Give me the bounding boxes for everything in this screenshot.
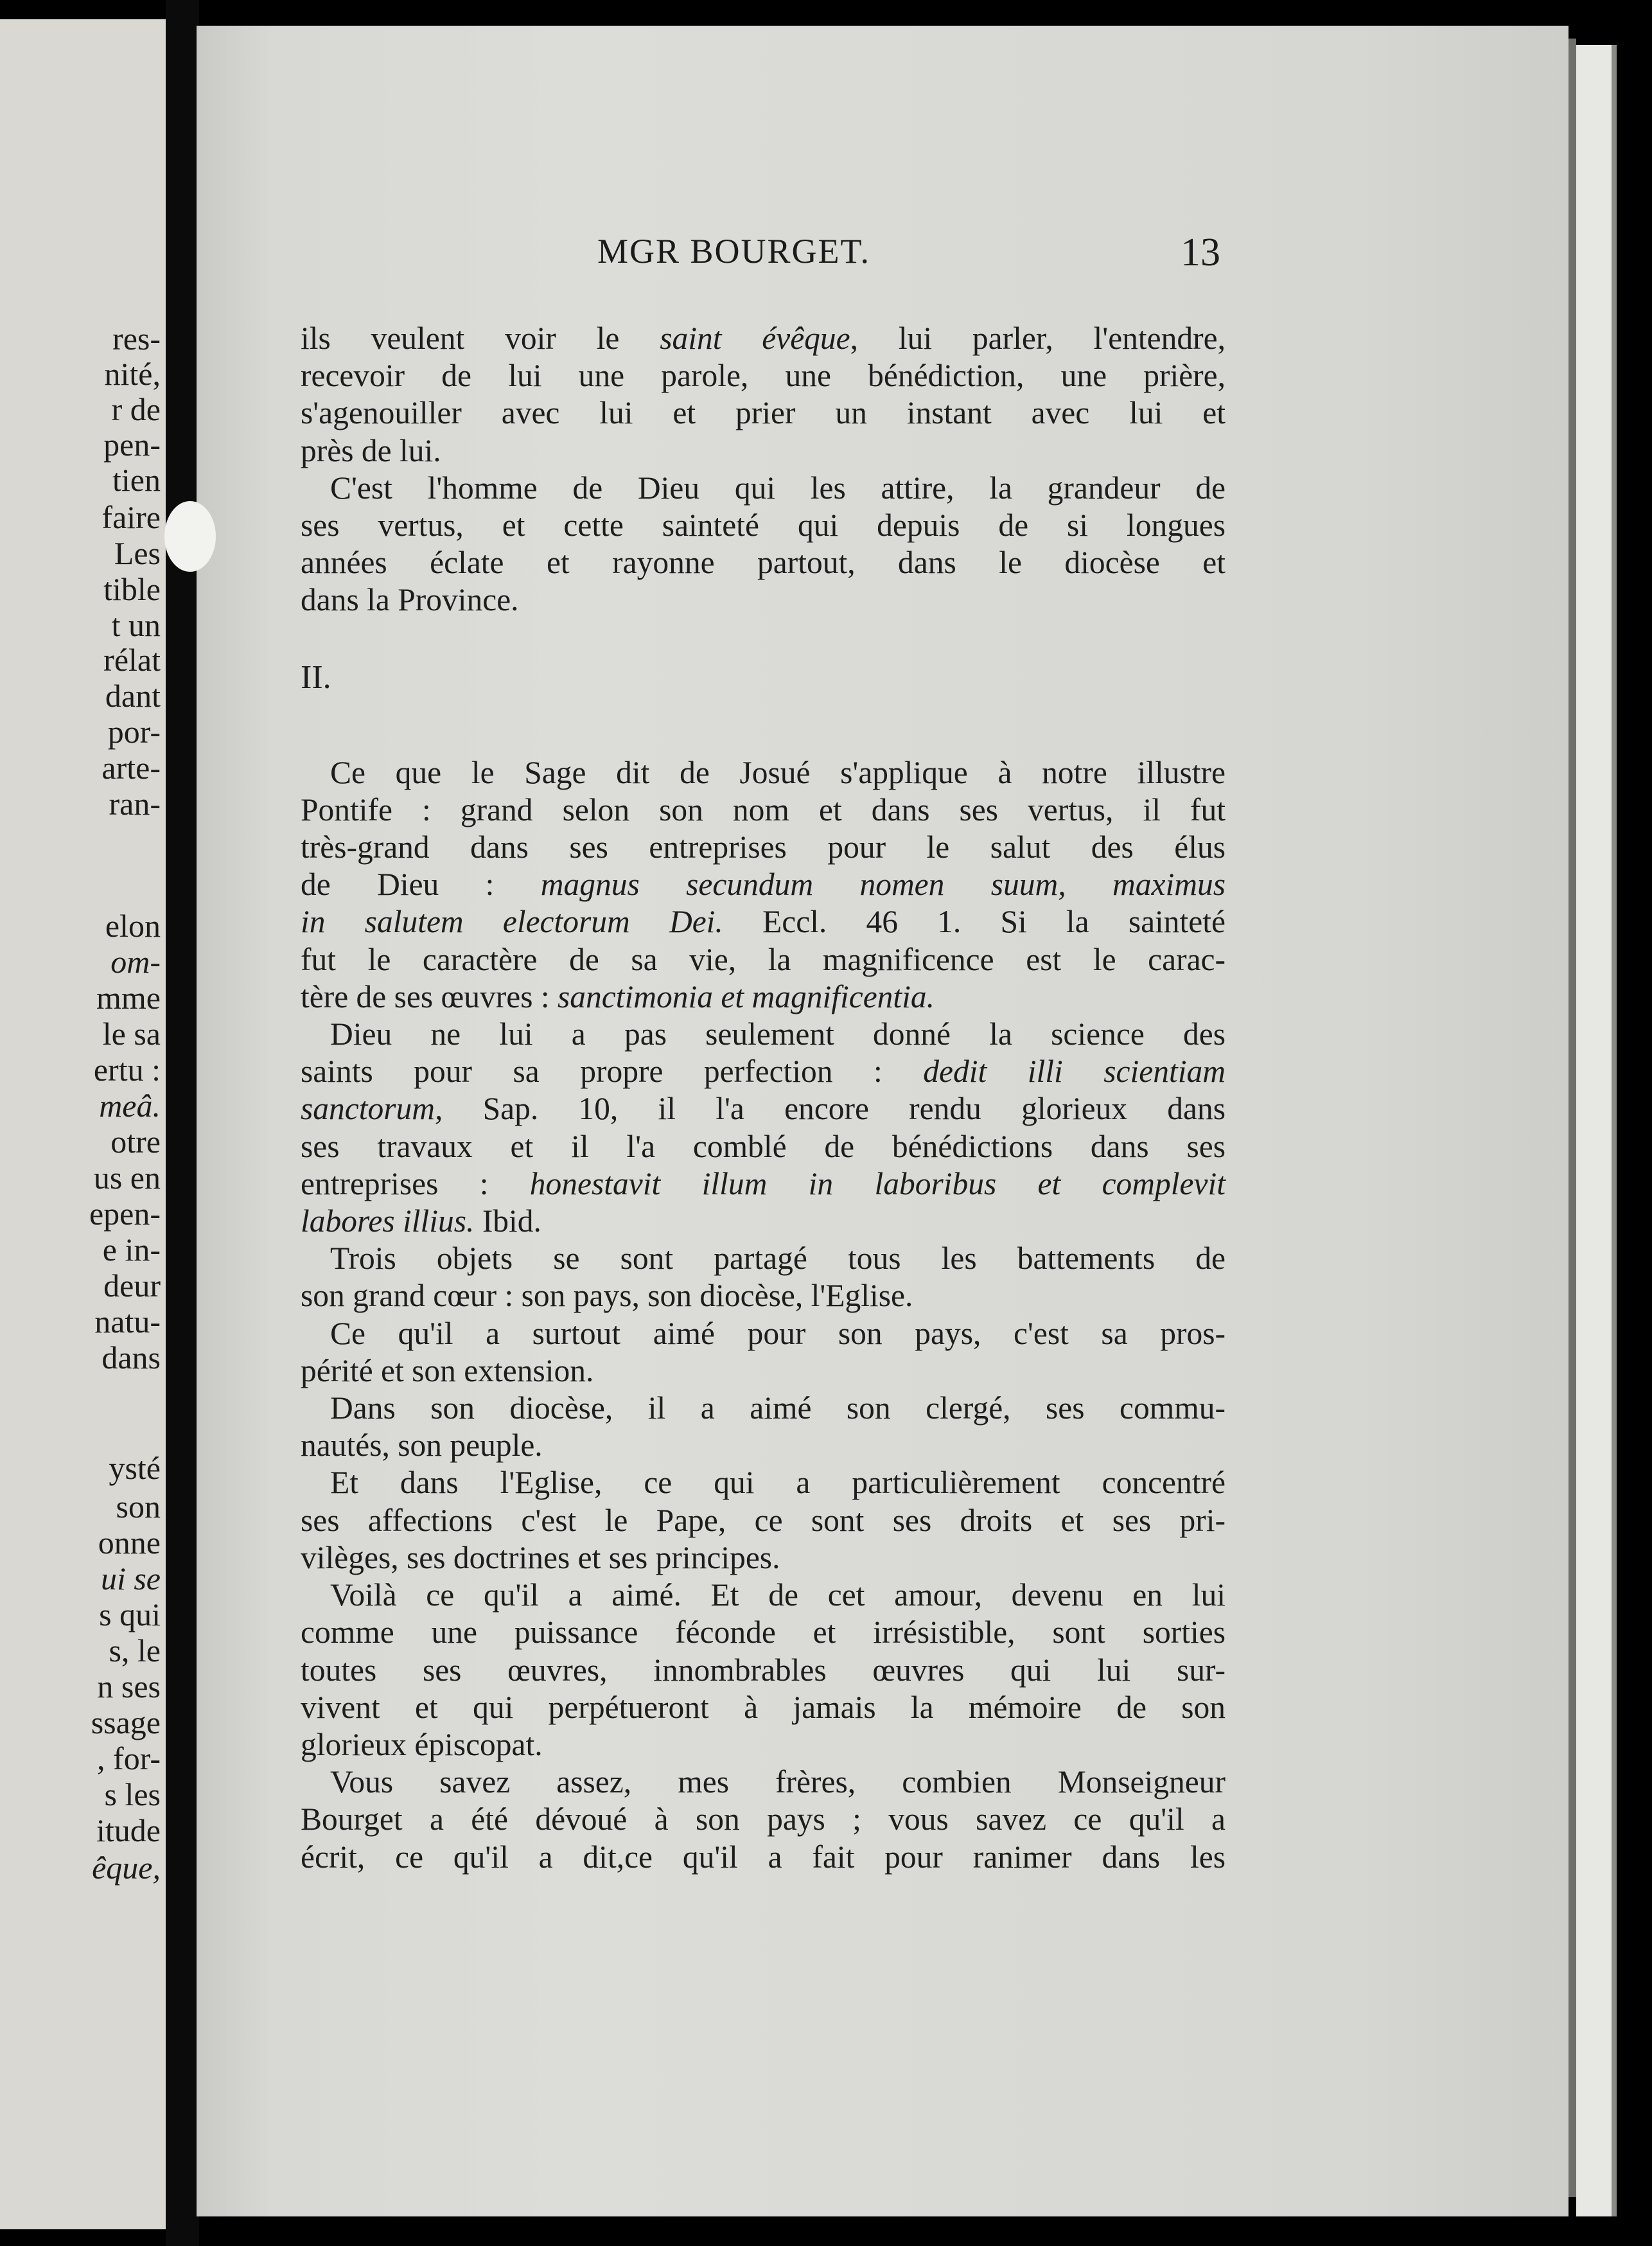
- facing-page-line: s, le: [109, 1632, 161, 1668]
- facing-page-line: om-: [110, 944, 161, 980]
- facing-page-line: otre: [110, 1124, 161, 1160]
- facing-page-line: , for-: [97, 1740, 161, 1776]
- facing-page-line: s les: [104, 1776, 161, 1812]
- facing-page-line: tien: [112, 462, 161, 498]
- facing-page-line: êque,: [92, 1850, 161, 1886]
- facing-page-line: rélat: [103, 642, 161, 678]
- facing-page-line: natu-: [94, 1304, 161, 1340]
- facing-page-line: t un: [111, 607, 161, 643]
- facing-page-line: res-: [112, 321, 161, 357]
- section-heading: II.: [301, 659, 331, 696]
- paragraph: Dans son diocèse, il a aimé son clergé, ses commu- nautés, son peuple.: [301, 1390, 1226, 1463]
- facing-page-line: s qui: [99, 1596, 161, 1632]
- facing-page-line: por-: [107, 714, 161, 750]
- page-edge-stack: [1576, 45, 1612, 2216]
- paragraph: Vous savez assez, mes frères, combien Monseigneur Bourget a été dévoué à son pays ; vous savez ce qu'il a écrit, ce qu'il a dit,ce qu'il a fait pour ranimer dans les: [301, 1764, 1226, 1875]
- facing-page-line: elon: [105, 908, 161, 944]
- facing-page-line: pen-: [103, 427, 161, 463]
- facing-page-line: deur: [103, 1268, 161, 1304]
- paragraph: ils veulent voir le saint évêque, lui parler, l'entendre, recevoir de lui une parole, une bénédiction, une prière, s'agenouiller avec lui et prier un instant avec lui et près de lui.: [301, 321, 1226, 468]
- facing-page-line: meâ.: [99, 1088, 161, 1124]
- page-edge-shadow: [1569, 39, 1576, 2197]
- facing-page-line: nité,: [104, 356, 161, 392]
- page-edge-line: [1612, 45, 1617, 2216]
- facing-page-line: e in-: [102, 1232, 161, 1268]
- facing-page-line: ran-: [109, 786, 161, 822]
- paragraph: Et dans l'Eglise, ce qui a particulièrement concentré ses affections c'est le Pape, ce sont ses droits et ses pri- vilèges, ses doctrines et ses principes.: [301, 1465, 1226, 1575]
- paragraph: Trois objets se sont partagé tous les battements de son grand cœur : son pays, son diocèse, l'Eglise.: [301, 1241, 1226, 1314]
- facing-page-line: dans: [101, 1340, 161, 1375]
- facing-page-line: onne: [98, 1525, 161, 1561]
- facing-page-fragment: [0, 19, 166, 2229]
- facing-page-line: Les: [114, 535, 161, 571]
- page-number: 13: [1181, 231, 1220, 274]
- facing-page-line: arte-: [101, 750, 161, 786]
- facing-page-line: ysté: [109, 1450, 161, 1486]
- facing-page-line: son: [116, 1489, 161, 1525]
- facing-page-line: le sa: [102, 1016, 161, 1052]
- facing-page-line: mme: [96, 980, 161, 1016]
- paragraph: Ce que le Sage dit de Josué s'applique à notre illustre Pontife : grand selon son nom et dans ses vertus, il fut très-grand dans ses entreprises pour le salut des élus de Dieu : magnus secundum nomen suum, maximus in salutem electorum Dei. Eccl. 46 1. Si la sainteté fut le caractère de sa vie, la magnificence est le carac- tère de ses œuvres : sanctimonia et magnificentia.: [301, 754, 1226, 1014]
- facing-page-line: itude: [96, 1812, 161, 1848]
- running-head: MGR BOURGET.: [597, 232, 871, 270]
- paragraph: Voilà ce qu'il a aimé. Et de cet amour, devenu en lui comme une puissance féconde et irrésistible, sont sorties toutes ses œuvres, innombrables œuvres qui lui sur- vivent et qui perpétueront à jamais la mémoire de son glorieux épiscopat.: [301, 1577, 1226, 1762]
- facing-page-line: ssage: [91, 1704, 161, 1740]
- paper-spot: [164, 501, 216, 572]
- facing-page-line: n ses: [97, 1668, 161, 1704]
- paragraph: C'est l'homme de Dieu qui les attire, la grandeur de ses vertus, et cette sainteté qui depuis de si longues années éclate et rayonne partout, dans le diocèse et dans la Province.: [301, 470, 1226, 618]
- facing-page-line: faire: [101, 499, 161, 535]
- facing-page-line: dant: [105, 678, 161, 714]
- book-gutter: [166, 0, 199, 2246]
- paragraph: Dieu ne lui a pas seulement donné la science des saints pour sa propre perfection : dedit illi scientiam sanctorum, Sap. 10, il l'a encore rendu glorieux dans ses travaux et il l'a comblé de bénédictions dans ses entreprises : honestavit illum in laboribus et complevit labores illius. Ibid.: [301, 1016, 1226, 1239]
- facing-page-line: ertu :: [93, 1052, 161, 1088]
- paragraph: Ce qu'il a surtout aimé pour son pays, c'est sa pros- périté et son extension.: [301, 1315, 1226, 1388]
- facing-page-line: epen-: [89, 1196, 161, 1232]
- facing-page-line: r de: [111, 391, 161, 427]
- facing-page-line: tible: [103, 571, 161, 607]
- facing-page-line: ui se: [100, 1561, 161, 1596]
- facing-page-line: us en: [93, 1160, 161, 1196]
- body-text: [301, 320, 1226, 1876]
